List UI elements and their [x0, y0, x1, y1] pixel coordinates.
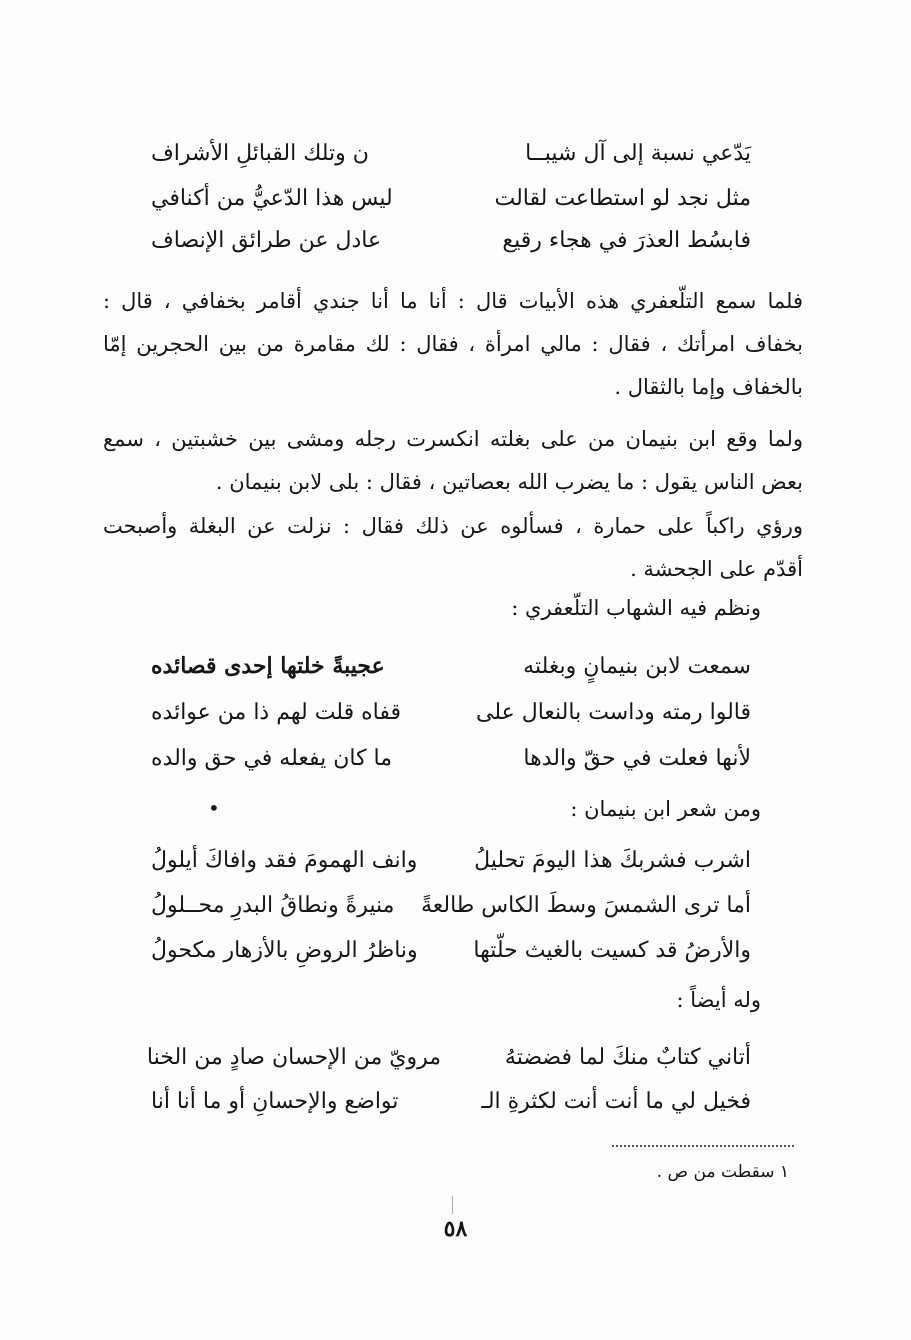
- verse-line: [151, 133, 751, 173]
- verse-second-hemistich: وانف الهمومَ فقد وافاكَ أيلولُ: [151, 847, 418, 873]
- verse-line: [151, 1081, 751, 1121]
- verse-line: [151, 885, 751, 925]
- paragraph: [103, 505, 803, 591]
- verse-second-hemistich: عجيبةً خلتها إحدى قصائده: [151, 653, 385, 679]
- verse-second-hemistich: ليس هذا الدّعيُّ من أكنافي: [151, 185, 393, 211]
- verse-second-hemistich: ن وتلك القبائلِ الأشراف: [151, 140, 369, 166]
- paragraph-line: أقدّم على الجحشة .: [630, 557, 803, 581]
- verse-line: [151, 930, 751, 970]
- verse-first-hemistich: قالوا رمته وداست بالنعال على: [476, 699, 751, 725]
- verse-first-hemistich: يَدّعي نسبة إلى آل شيبــا: [525, 140, 751, 166]
- footnote-separator: [612, 1145, 794, 1147]
- page-number: ٥٨: [443, 1216, 468, 1242]
- verse-first-hemistich: لأنها فعلت في حقّ والدها: [523, 745, 751, 771]
- gutter-mark: [452, 1196, 453, 1214]
- verse-first-hemistich: سمعت لابن بنيمانٍ وبغلته: [523, 653, 751, 679]
- verse-first-hemistich: مثل نجد لو استطاعت لقالت: [494, 185, 751, 211]
- paragraph-line: ورؤي راكباً على حمارة ، فسألوه عن ذلك فقال : نزلت عن البغلة وأصبحت: [103, 514, 803, 538]
- verse-first-hemistich: فابسُط العذرَ في هجاء رقيع: [502, 227, 751, 253]
- verse-line: [151, 692, 751, 732]
- verse-first-hemistich: أتاني كتابٌ منكَ لما فضضتهُ: [504, 1044, 751, 1070]
- paragraph-line: بعض الناس يقول : ما يضرب الله بعصاتين ، فقال : بلى لابن بنيمان .: [215, 470, 803, 494]
- verse-second-hemistich: منيرةً ونطاقُ البدرِ محــلولُ: [151, 892, 395, 918]
- verse-first-hemistich: والأرضُ قد كسيت بالغيث حلّتها: [473, 937, 751, 963]
- verse-first-hemistich: فخيل لي ما أنت أنت لكثرةِ الـ: [481, 1088, 751, 1114]
- verse-first-hemistich: أما ترى الشمسَ وسطَ الكاس طالعةً: [420, 892, 751, 918]
- verse-second-hemistich: ما كان يفعله في حق والده: [151, 745, 393, 771]
- verse-second-hemistich: وناظرُ الروضِ بالأزهار مكحولُ: [151, 937, 418, 963]
- poem-intro: ومن شعر ابن بنيمان :: [570, 797, 761, 821]
- paragraph-line: بالخفاف وإما بالثقال .: [614, 375, 803, 399]
- verse-second-hemistich: مرويّ من الإحسان صادٍ من الخنا: [146, 1044, 441, 1070]
- paragraph-line: فلما سمع التلّعفري هذه الأبيات قال : أنا ما أنا جندي أقامر بخفافي ، قال :: [103, 289, 803, 313]
- verse-second-hemistich: تواضع والإحسانِ أو ما أنا أنا: [151, 1088, 399, 1114]
- verse-first-hemistich: اشرب فشربكَ هذا اليومَ تحليلُ: [474, 847, 751, 873]
- paragraph: [103, 280, 803, 409]
- verse-second-hemistich: عادل عن طرائق الإنصاف: [151, 227, 382, 253]
- verse-second-hemistich: قفاه قلت لهم ذا من عوائده: [151, 699, 401, 725]
- verse-line: [151, 178, 751, 218]
- verse-line: [146, 1037, 751, 1077]
- verse-line: [151, 220, 751, 260]
- paragraph-line: بخفاف امرأتك ، فقال : مالي امرأة ، فقال : لك مقامرة من بين الحجرين إمّا: [103, 332, 803, 356]
- poem-intro: ونظم فيه الشهاب التلّعفري :: [511, 596, 761, 620]
- paragraph: [103, 418, 803, 504]
- footnote: ١ سقطت من ص .: [656, 1162, 789, 1182]
- verse-line: [151, 646, 751, 686]
- verse-line: [151, 738, 751, 778]
- paragraph-line: ولما وقع ابن بنيمان من على بغلته انكسرت رجله ومشى بين خشبتين ، سمع: [103, 427, 803, 451]
- poem-intro: وله أيضاً :: [676, 988, 761, 1012]
- marker-dot: •: [208, 796, 220, 820]
- verse-line: [151, 840, 751, 880]
